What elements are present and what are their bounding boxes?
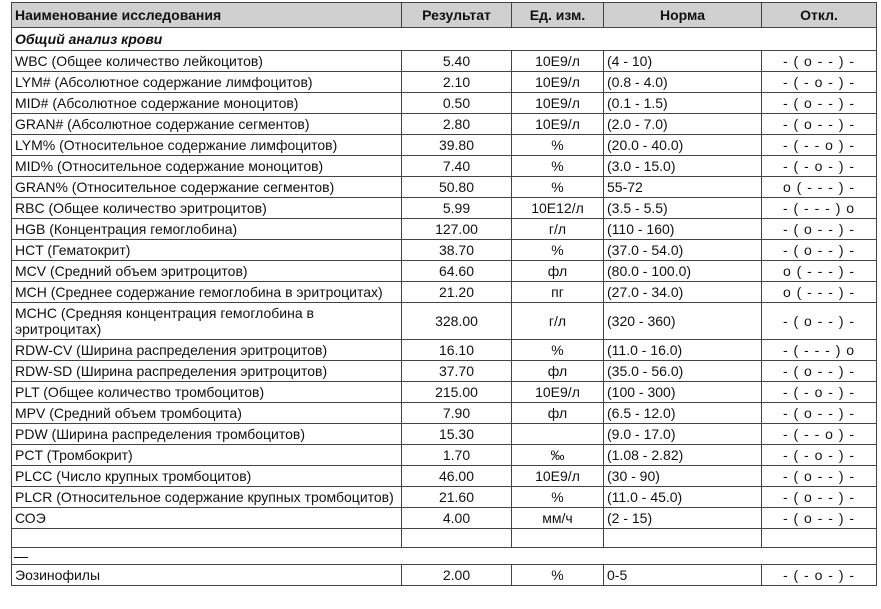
norm-range: (4 - 10) (604, 51, 762, 72)
test-name: GRAN# (Абсолютное содержание сегментов) (12, 114, 402, 135)
result-value: 16.10 (402, 340, 512, 361)
unit-value: % (512, 240, 604, 261)
norm-range: (1.08 - 2.82) (604, 445, 762, 466)
test-name: GRAN% (Относительное содержание сегментов) (12, 177, 402, 198)
section-row (12, 28, 877, 51)
norm-range: (9.0 - 17.0) (604, 424, 762, 445)
unit-value (512, 424, 604, 445)
table-row (12, 424, 877, 445)
table-row (12, 466, 877, 487)
unit-value: % (512, 487, 604, 508)
result-value: 7.40 (402, 156, 512, 177)
table-row (12, 219, 877, 240)
empty-cell (402, 529, 512, 548)
result-value: 46.00 (402, 466, 512, 487)
unit-value: 10E9/л (512, 51, 604, 72)
unit-value: % (512, 135, 604, 156)
result-value: 37.70 (402, 361, 512, 382)
norm-range: (0.1 - 1.5) (604, 93, 762, 114)
test-name: MID# (Абсолютное содержание моноцитов) (12, 93, 402, 114)
result-value: 21.60 (402, 487, 512, 508)
deviation-marker: - ( o - - ) - (762, 93, 877, 114)
norm-range: (11.0 - 16.0) (604, 340, 762, 361)
test-name: PCT (Тромбокрит) (12, 445, 402, 466)
unit-value: фл (512, 261, 604, 282)
norm-range: (27.0 - 34.0) (604, 282, 762, 303)
unit-value: % (512, 177, 604, 198)
norm-range: (2.0 - 7.0) (604, 114, 762, 135)
unit-value: фл (512, 403, 604, 424)
table-row (12, 361, 877, 382)
test-name: LYM% (Относительное содержание лимфоцитов) (12, 135, 402, 156)
table-row (12, 93, 877, 114)
deviation-marker: - ( - o - ) - (762, 156, 877, 177)
unit-value: % (512, 340, 604, 361)
result-value: 15.30 (402, 424, 512, 445)
test-name: HCT (Гематокрит) (12, 240, 402, 261)
test-name: MPV (Средний объем тромбоцита) (12, 403, 402, 424)
deviation-marker: - ( - o - ) - (762, 565, 877, 586)
result-value: 127.00 (402, 219, 512, 240)
test-name: MCHC (Средняя концентрация гемоглобина в эритроцитах) (12, 303, 402, 340)
section-title: Общий анализ крови (12, 28, 877, 51)
result-value: 4.00 (402, 508, 512, 529)
header-deviation: Откл. (762, 3, 877, 28)
test-name: PDW (Ширина распределения тромбоцитов) (12, 424, 402, 445)
table-row (12, 156, 877, 177)
test-name: MCH (Среднее содержание гемоглобина в эритроцитах) (12, 282, 402, 303)
table-row (12, 403, 877, 424)
norm-range: (2 - 15) (604, 508, 762, 529)
norm-range: 0-5 (604, 565, 762, 586)
unit-value: 10E9/л (512, 466, 604, 487)
header-result: Результат (402, 3, 512, 28)
table-row (12, 240, 877, 261)
table-row (12, 565, 877, 586)
deviation-marker: o ( - - - ) - (762, 177, 877, 198)
header-name: Наименование исследования (12, 3, 402, 28)
unit-value: % (512, 156, 604, 177)
norm-range: (6.5 - 12.0) (604, 403, 762, 424)
test-name: СОЭ (12, 508, 402, 529)
deviation-marker: - ( o - - ) - (762, 219, 877, 240)
unit-value: 10E9/л (512, 93, 604, 114)
header-norm: Норма (604, 3, 762, 28)
blank-row (12, 529, 877, 548)
deviation-marker: - ( - o - ) - (762, 445, 877, 466)
result-value: 5.99 (402, 198, 512, 219)
table-row (12, 282, 877, 303)
test-name: RDW-SD (Ширина распределения эритроцитов) (12, 361, 402, 382)
deviation-marker: - ( - o - ) - (762, 72, 877, 93)
test-name: HGB (Концентрация гемоглобина) (12, 219, 402, 240)
empty-cell (604, 529, 762, 548)
test-name: PLCC (Число крупных тромбоцитов) (12, 466, 402, 487)
deviation-marker: - ( o - - ) - (762, 403, 877, 424)
separator-row (12, 548, 877, 565)
unit-value: мм/ч (512, 508, 604, 529)
separator-dash (14, 557, 28, 558)
separator-cell (12, 548, 877, 565)
norm-range: (30 - 90) (604, 466, 762, 487)
table-row (12, 114, 877, 135)
norm-range: (37.0 - 54.0) (604, 240, 762, 261)
result-value: 64.60 (402, 261, 512, 282)
deviation-marker: - ( o - - ) - (762, 361, 877, 382)
deviation-marker: - ( o - - ) - (762, 508, 877, 529)
unit-value: г/л (512, 303, 604, 340)
table-row (12, 487, 877, 508)
unit-value: 10E12/л (512, 198, 604, 219)
result-value: 21.20 (402, 282, 512, 303)
norm-range: 55-72 (604, 177, 762, 198)
table-row (12, 135, 877, 156)
test-name: LYM# (Абсолютное содержание лимфоцитов) (12, 72, 402, 93)
result-value: 39.80 (402, 135, 512, 156)
table-header-row (12, 3, 877, 28)
norm-range: (20.0 - 40.0) (604, 135, 762, 156)
table-row (12, 508, 877, 529)
test-name: RBC (Общее количество эритроцитов) (12, 198, 402, 219)
table-row (12, 445, 877, 466)
norm-range: (3.0 - 15.0) (604, 156, 762, 177)
deviation-marker: - ( o - - ) - (762, 303, 877, 340)
result-value: 1.70 (402, 445, 512, 466)
deviation-marker: - ( - - - ) o (762, 198, 877, 219)
deviation-marker: - ( - o - ) - (762, 382, 877, 403)
empty-cell (12, 529, 402, 548)
result-value: 2.80 (402, 114, 512, 135)
table-row (12, 261, 877, 282)
test-name: WBC (Общее количество лейкоцитов) (12, 51, 402, 72)
deviation-marker: o ( - - - ) - (762, 282, 877, 303)
unit-value: 10E9/л (512, 382, 604, 403)
empty-cell (512, 529, 604, 548)
deviation-marker: - ( o - - ) - (762, 240, 877, 261)
table-row (12, 303, 877, 340)
norm-range: (320 - 360) (604, 303, 762, 340)
norm-range: (80.0 - 100.0) (604, 261, 762, 282)
norm-range: (3.5 - 5.5) (604, 198, 762, 219)
table-row (12, 177, 877, 198)
test-name: PLCR (Относительное содержание крупных тромбоцитов) (12, 487, 402, 508)
result-value: 328.00 (402, 303, 512, 340)
result-value: 50.80 (402, 177, 512, 198)
result-value: 5.40 (402, 51, 512, 72)
deviation-marker: - ( o - - ) - (762, 51, 877, 72)
unit-value: % (512, 565, 604, 586)
unit-value: 10E9/л (512, 72, 604, 93)
result-value: 0.50 (402, 93, 512, 114)
table-row (12, 72, 877, 93)
unit-value: фл (512, 361, 604, 382)
deviation-marker: o ( - - - ) - (762, 261, 877, 282)
table-row (12, 198, 877, 219)
table-row (12, 340, 877, 361)
unit-value: г/л (512, 219, 604, 240)
test-name: RDW-CV (Ширина распределения эритроцитов) (12, 340, 402, 361)
result-value: 215.00 (402, 382, 512, 403)
test-name: MCV (Средний объем эритроцитов) (12, 261, 402, 282)
test-name: Эозинофилы (12, 565, 402, 586)
lab-results-table (11, 2, 877, 586)
norm-range: (100 - 300) (604, 382, 762, 403)
test-name: PLT (Общее количество тромбоцитов) (12, 382, 402, 403)
norm-range: (110 - 160) (604, 219, 762, 240)
table-row (12, 51, 877, 72)
result-value: 2.00 (402, 565, 512, 586)
norm-range: (0.8 - 4.0) (604, 72, 762, 93)
deviation-marker: - ( - - o ) - (762, 424, 877, 445)
deviation-marker: - ( - - o ) - (762, 135, 877, 156)
table-row (12, 382, 877, 403)
norm-range: (35.0 - 56.0) (604, 361, 762, 382)
deviation-marker: - ( o - - ) - (762, 466, 877, 487)
norm-range: (11.0 - 45.0) (604, 487, 762, 508)
test-name: MID% (Относительное содержание моноцитов) (12, 156, 402, 177)
header-unit: Ед. изм. (512, 3, 604, 28)
unit-value: 10E9/л (512, 114, 604, 135)
result-value: 2.10 (402, 72, 512, 93)
deviation-marker: - ( - - - ) o (762, 340, 877, 361)
unit-value: пг (512, 282, 604, 303)
deviation-marker: - ( o - - ) - (762, 487, 877, 508)
result-value: 7.90 (402, 403, 512, 424)
empty-cell (762, 529, 877, 548)
deviation-marker: - ( o - - ) - (762, 114, 877, 135)
unit-value: ‰ (512, 445, 604, 466)
result-value: 38.70 (402, 240, 512, 261)
